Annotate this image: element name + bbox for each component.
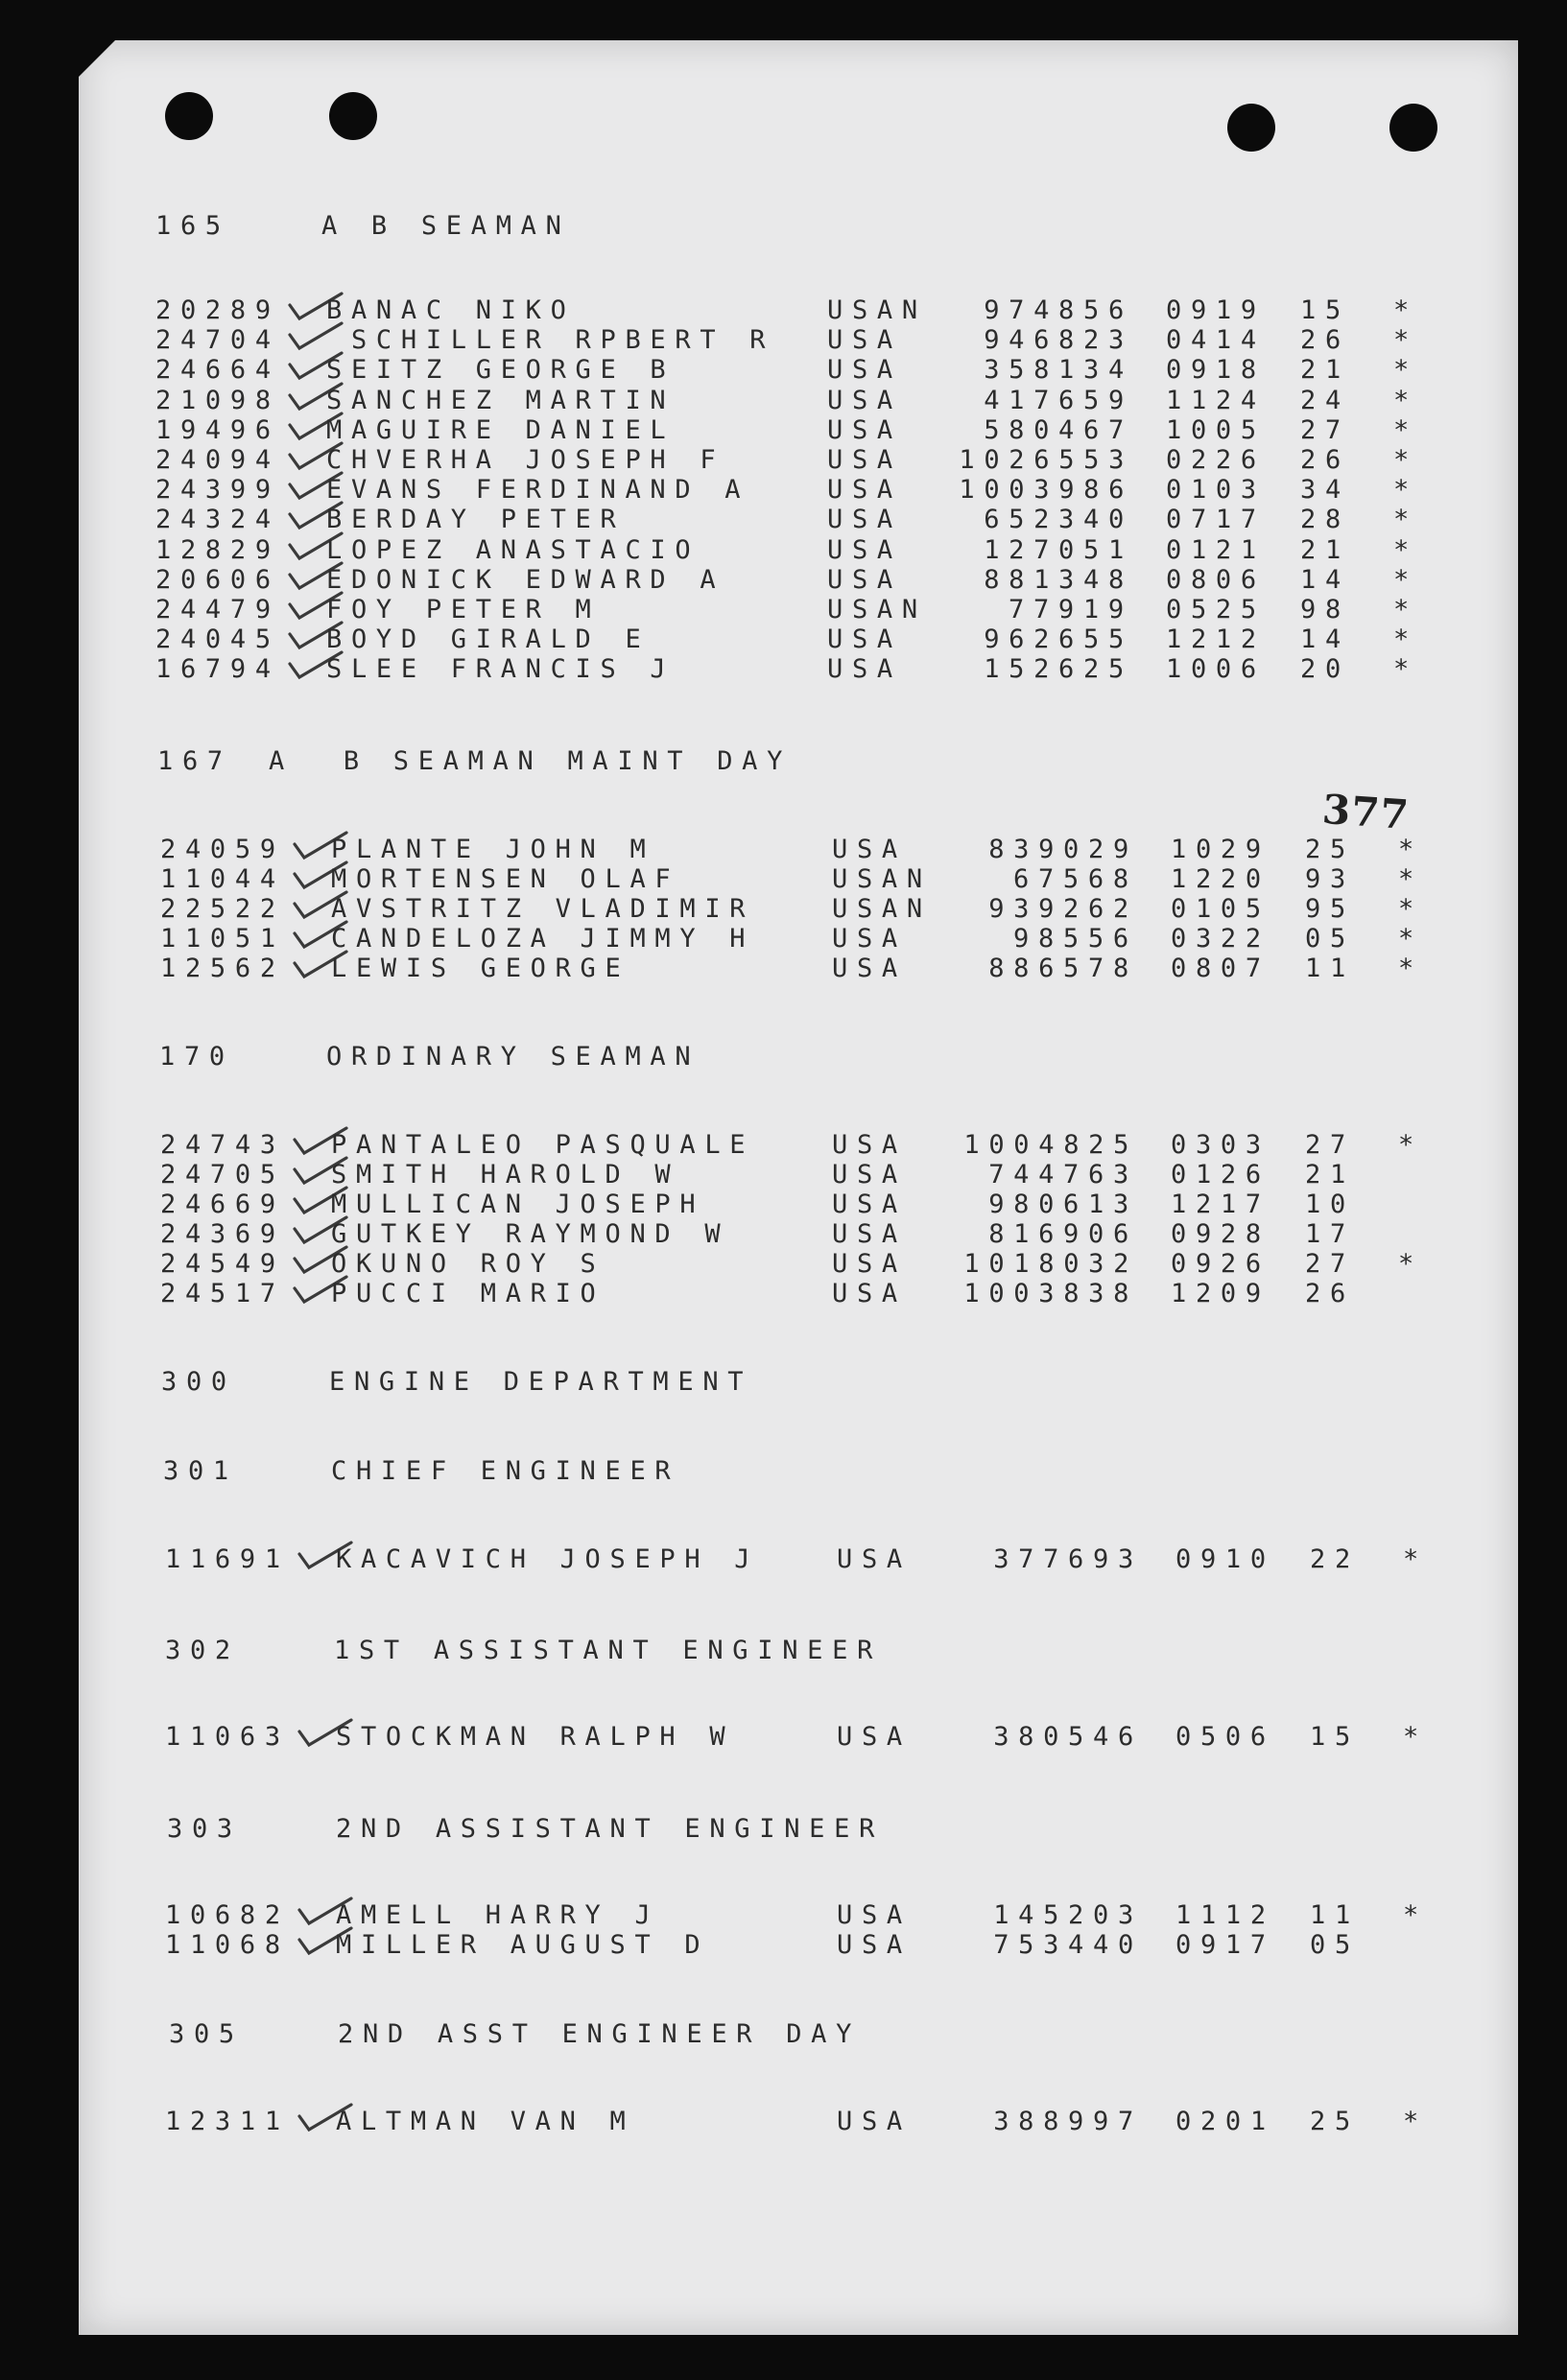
employee-name: FOY PETER M bbox=[326, 595, 601, 624]
value: 05 bbox=[1305, 924, 1355, 954]
document-number: 1018032 bbox=[963, 1249, 1139, 1279]
checkmark-icon bbox=[288, 531, 321, 553]
checkmark-icon bbox=[293, 1156, 325, 1177]
citizenship: USA bbox=[827, 624, 902, 655]
document-number: 77919 bbox=[1009, 595, 1133, 624]
document-number: 1004825 bbox=[963, 1130, 1139, 1160]
document-number: 652340 bbox=[984, 505, 1133, 535]
asterisk-mark: * bbox=[1398, 894, 1423, 924]
checkmark-icon bbox=[297, 2103, 330, 2124]
document-number: 753440 bbox=[993, 1930, 1143, 1960]
value: 11 bbox=[1310, 1900, 1360, 1930]
handwritten-page-number: 377 bbox=[1320, 785, 1412, 839]
asterisk-mark: * bbox=[1393, 475, 1418, 506]
date-code: 1006 bbox=[1166, 654, 1266, 685]
asterisk-mark: * bbox=[1393, 624, 1418, 655]
employee-id: 24324 bbox=[155, 505, 280, 535]
value: 95 bbox=[1305, 894, 1355, 924]
citizenship: USA bbox=[832, 1160, 907, 1190]
citizenship: USA bbox=[827, 534, 902, 565]
citizenship: USAN bbox=[832, 894, 932, 924]
employee-name: LEWIS GEORGE bbox=[331, 954, 630, 983]
punch-hole bbox=[165, 92, 213, 140]
asterisk-mark: * bbox=[1393, 385, 1418, 415]
citizenship: USA bbox=[827, 475, 902, 506]
employee-name: AVSTRITZ VLADIMIR bbox=[331, 894, 755, 924]
citizenship: USA bbox=[832, 1279, 907, 1308]
value: 26 bbox=[1300, 445, 1350, 475]
document-number: 1026553 bbox=[959, 445, 1134, 475]
date-code: 0806 bbox=[1166, 564, 1266, 595]
employee-id: 22522 bbox=[160, 894, 285, 924]
employee-id: 24059 bbox=[160, 835, 285, 864]
date-code: 1029 bbox=[1171, 835, 1270, 864]
checkmark-icon bbox=[293, 1275, 325, 1296]
document-number: 377693 bbox=[993, 1544, 1143, 1574]
value: 27 bbox=[1300, 414, 1350, 445]
checkmark-icon bbox=[297, 1718, 330, 1739]
citizenship: USA bbox=[827, 505, 902, 535]
employee-id: 24704 bbox=[155, 325, 280, 356]
date-code: 0919 bbox=[1166, 295, 1266, 325]
employee-name: LOPEZ ANASTACIO bbox=[326, 534, 700, 565]
document-number: 417659 bbox=[984, 385, 1133, 415]
employee-name: EDONICK EDWARD A bbox=[326, 564, 725, 595]
citizenship: USA bbox=[837, 2107, 912, 2136]
employee-name: SEITZ GEORGE B bbox=[326, 355, 676, 386]
value: 34 bbox=[1300, 475, 1350, 506]
citizenship: USA bbox=[827, 325, 902, 356]
document-number: 1003838 bbox=[963, 1279, 1139, 1308]
value: 26 bbox=[1305, 1279, 1355, 1308]
citizenship: USA bbox=[837, 1722, 912, 1752]
document-number: 881348 bbox=[984, 564, 1133, 595]
asterisk-mark: * bbox=[1398, 864, 1423, 894]
date-code: 0121 bbox=[1166, 534, 1266, 565]
value: 14 bbox=[1300, 624, 1350, 655]
employee-id: 12829 bbox=[155, 534, 280, 565]
checkmark-icon bbox=[288, 412, 321, 433]
section-code: 170 bbox=[159, 1042, 234, 1072]
date-code: 1112 bbox=[1175, 1900, 1275, 1930]
date-code: 1220 bbox=[1171, 864, 1270, 894]
value: 25 bbox=[1310, 2107, 1360, 2136]
checkmark-icon bbox=[288, 351, 321, 372]
employee-id: 24705 bbox=[160, 1160, 285, 1190]
employee-name: SANCHEZ MARTIN bbox=[326, 385, 676, 415]
document-number: 980613 bbox=[988, 1190, 1138, 1219]
value: 93 bbox=[1305, 864, 1355, 894]
date-code: 0918 bbox=[1166, 355, 1266, 386]
section-code: 302 bbox=[165, 1636, 240, 1665]
employee-id: 11691 bbox=[165, 1544, 290, 1574]
value: 21 bbox=[1300, 534, 1350, 565]
date-code: 0414 bbox=[1166, 325, 1266, 356]
employee-name: PANTALEO PASQUALE bbox=[331, 1130, 755, 1160]
date-code: 0910 bbox=[1175, 1544, 1275, 1574]
asterisk-mark: * bbox=[1393, 595, 1418, 624]
asterisk-mark: * bbox=[1398, 1249, 1423, 1279]
citizenship: USA bbox=[832, 954, 907, 983]
employee-name: CHVERHA JOSEPH F bbox=[326, 445, 725, 475]
section-title: 1ST ASSISTANT ENGINEER bbox=[334, 1636, 883, 1665]
citizenship: USA bbox=[832, 924, 907, 954]
asterisk-mark: * bbox=[1403, 1544, 1428, 1574]
value: 15 bbox=[1300, 295, 1350, 325]
section-title: 2ND ASSISTANT ENGINEER bbox=[336, 1814, 885, 1844]
employee-name: ALTMAN VAN M bbox=[336, 2107, 635, 2136]
citizenship: USA bbox=[832, 1219, 907, 1249]
date-code: 0201 bbox=[1175, 2107, 1275, 2136]
citizenship: USA bbox=[832, 1190, 907, 1219]
checkmark-icon bbox=[293, 1245, 325, 1266]
punch-hole bbox=[1389, 104, 1437, 152]
date-code: 1209 bbox=[1171, 1279, 1270, 1308]
employee-id: 19496 bbox=[155, 414, 280, 445]
document-number: 380546 bbox=[993, 1722, 1143, 1752]
document-number: 816906 bbox=[988, 1219, 1138, 1249]
checkmark-icon bbox=[293, 920, 325, 941]
checkmark-icon bbox=[288, 441, 321, 462]
section-title: ORDINARY SEAMAN bbox=[326, 1042, 700, 1072]
employee-name: AMELL HARRY J bbox=[336, 1900, 660, 1930]
citizenship: USA bbox=[832, 1249, 907, 1279]
employee-id: 21098 bbox=[155, 385, 280, 415]
value: 27 bbox=[1305, 1249, 1355, 1279]
employee-id: 24669 bbox=[160, 1190, 285, 1219]
citizenship: USA bbox=[832, 1130, 907, 1160]
document-number: 1003986 bbox=[959, 475, 1134, 506]
employee-name: MILLER AUGUST D bbox=[336, 1930, 710, 1960]
date-code: 0105 bbox=[1171, 894, 1270, 924]
employee-name: SCHILLER RPBERT R bbox=[326, 325, 775, 356]
employee-id: 10682 bbox=[165, 1900, 290, 1930]
date-code: 0322 bbox=[1171, 924, 1270, 954]
section-code: 167 bbox=[157, 746, 232, 776]
value: 10 bbox=[1305, 1190, 1355, 1219]
value: 05 bbox=[1310, 1930, 1360, 1960]
punch-hole bbox=[1227, 104, 1275, 152]
employee-name: GUTKEY RAYMOND W bbox=[331, 1219, 730, 1249]
section-title: A B SEAMAN bbox=[321, 211, 571, 241]
value: 15 bbox=[1310, 1722, 1360, 1752]
value: 26 bbox=[1300, 325, 1350, 356]
checkmark-icon bbox=[288, 561, 321, 582]
checkmark-icon bbox=[297, 1897, 330, 1918]
employee-name: EVANS FERDINAND A bbox=[326, 475, 750, 506]
employee-id: 24517 bbox=[160, 1279, 285, 1308]
employee-id: 16794 bbox=[155, 654, 280, 685]
employee-name: OKUNO ROY S bbox=[331, 1249, 605, 1279]
asterisk-mark: * bbox=[1393, 325, 1418, 356]
employee-name: MULLICAN JOSEPH bbox=[331, 1190, 705, 1219]
asterisk-mark: * bbox=[1393, 355, 1418, 386]
employee-id: 11044 bbox=[160, 864, 285, 894]
employee-id: 20289 bbox=[155, 295, 280, 325]
citizenship: USA bbox=[827, 385, 902, 415]
employee-id: 24369 bbox=[160, 1219, 285, 1249]
document-number: 152625 bbox=[984, 654, 1133, 685]
employee-id: 24743 bbox=[160, 1130, 285, 1160]
section-title: ENGINE DEPARTMENT bbox=[329, 1367, 753, 1397]
employee-name: STOCKMAN RALPH W bbox=[336, 1722, 735, 1752]
employee-id: 24045 bbox=[155, 624, 280, 655]
section-title: A B SEAMAN MAINT DAY bbox=[269, 746, 793, 776]
section-code: 165 bbox=[155, 211, 230, 241]
document-number: 946823 bbox=[984, 325, 1133, 356]
asterisk-mark: * bbox=[1403, 2107, 1428, 2136]
date-code: 0103 bbox=[1166, 475, 1266, 506]
folded-corner bbox=[79, 40, 115, 77]
citizenship: USA bbox=[837, 1544, 912, 1574]
section-code: 300 bbox=[161, 1367, 236, 1397]
citizenship: USA bbox=[827, 414, 902, 445]
value: 17 bbox=[1305, 1219, 1355, 1249]
checkmark-icon bbox=[288, 382, 321, 403]
checkmark-icon bbox=[293, 1186, 325, 1207]
value: 21 bbox=[1300, 355, 1350, 386]
asterisk-mark: * bbox=[1393, 654, 1418, 685]
citizenship: USA bbox=[837, 1900, 912, 1930]
asterisk-mark: * bbox=[1398, 835, 1423, 864]
value: 98 bbox=[1300, 595, 1350, 624]
asterisk-mark: * bbox=[1398, 924, 1423, 954]
value: 14 bbox=[1300, 564, 1350, 595]
employee-name: KACAVICH JOSEPH J bbox=[336, 1544, 760, 1574]
date-code: 0807 bbox=[1171, 954, 1270, 983]
document-number: 974856 bbox=[984, 295, 1133, 325]
asterisk-mark: * bbox=[1393, 445, 1418, 475]
citizenship: USA bbox=[827, 654, 902, 685]
employee-id: 24664 bbox=[155, 355, 280, 386]
date-code: 1124 bbox=[1166, 385, 1266, 415]
employee-id: 12562 bbox=[160, 954, 285, 983]
checkmark-icon bbox=[288, 501, 321, 522]
date-code: 0506 bbox=[1175, 1722, 1275, 1752]
document-number: 962655 bbox=[984, 624, 1133, 655]
punch-hole bbox=[329, 92, 377, 140]
date-code: 0126 bbox=[1171, 1160, 1270, 1190]
date-code: 0717 bbox=[1166, 505, 1266, 535]
employee-id: 24399 bbox=[155, 475, 280, 506]
asterisk-mark: * bbox=[1403, 1900, 1428, 1930]
asterisk-mark: * bbox=[1398, 1130, 1423, 1160]
document-number: 580467 bbox=[984, 414, 1133, 445]
employee-id: 24479 bbox=[155, 595, 280, 624]
employee-name: CANDELOZA JIMMY H bbox=[331, 924, 755, 954]
checkmark-icon bbox=[288, 621, 321, 642]
asterisk-mark: * bbox=[1398, 954, 1423, 983]
document-number: 839029 bbox=[988, 835, 1138, 864]
employee-id: 11063 bbox=[165, 1722, 290, 1752]
section-title: CHIEF ENGINEER bbox=[331, 1456, 680, 1486]
date-code: 0928 bbox=[1171, 1219, 1270, 1249]
document-number: 98556 bbox=[1013, 924, 1138, 954]
citizenship: USA bbox=[827, 355, 902, 386]
value: 27 bbox=[1305, 1130, 1355, 1160]
value: 21 bbox=[1305, 1160, 1355, 1190]
value: 20 bbox=[1300, 654, 1350, 685]
checkmark-icon bbox=[297, 1541, 330, 1562]
employee-name: SMITH HAROLD W bbox=[331, 1160, 680, 1190]
document-number: 145203 bbox=[993, 1900, 1143, 1930]
employee-id: 12311 bbox=[165, 2107, 290, 2136]
citizenship: USA bbox=[827, 564, 902, 595]
checkmark-icon bbox=[293, 950, 325, 971]
employee-id: 24094 bbox=[155, 445, 280, 475]
asterisk-mark: * bbox=[1393, 414, 1418, 445]
date-code: 0926 bbox=[1171, 1249, 1270, 1279]
employee-name: MORTENSEN OLAF bbox=[331, 864, 680, 894]
checkmark-icon bbox=[293, 860, 325, 882]
citizenship: USA bbox=[832, 835, 907, 864]
value: 28 bbox=[1300, 505, 1350, 535]
employee-name: BERDAY PETER bbox=[326, 505, 626, 535]
value: 24 bbox=[1300, 385, 1350, 415]
checkmark-icon bbox=[288, 292, 321, 313]
section-code: 301 bbox=[163, 1456, 238, 1486]
employee-name: BOYD GIRALD E bbox=[326, 624, 651, 655]
checkmark-icon bbox=[288, 650, 321, 672]
date-code: 0525 bbox=[1166, 595, 1266, 624]
date-code: 1217 bbox=[1171, 1190, 1270, 1219]
employee-name: SLEE FRANCIS J bbox=[326, 654, 676, 685]
document-number: 67568 bbox=[1013, 864, 1138, 894]
employee-name: PUCCI MARIO bbox=[331, 1279, 605, 1308]
employee-name: MAGUIRE DANIEL bbox=[326, 414, 676, 445]
checkmark-icon bbox=[288, 591, 321, 612]
checkmark-icon bbox=[288, 321, 321, 342]
checkmark-icon bbox=[288, 471, 321, 492]
employee-id: 11068 bbox=[165, 1930, 290, 1960]
date-code: 1212 bbox=[1166, 624, 1266, 655]
checkmark-icon bbox=[297, 1926, 330, 1947]
checkmark-icon bbox=[293, 1126, 325, 1147]
document-number: 939262 bbox=[988, 894, 1138, 924]
date-code: 0226 bbox=[1166, 445, 1266, 475]
value: 22 bbox=[1310, 1544, 1360, 1574]
employee-name: PLANTE JOHN M bbox=[331, 835, 655, 864]
checkmark-icon bbox=[293, 831, 325, 852]
document-number: 388997 bbox=[993, 2107, 1143, 2136]
document-number: 886578 bbox=[988, 954, 1138, 983]
citizenship: USAN bbox=[827, 295, 927, 325]
section-title: 2ND ASST ENGINEER DAY bbox=[338, 2019, 862, 2049]
asterisk-mark: * bbox=[1393, 534, 1418, 565]
document-number: 744763 bbox=[988, 1160, 1138, 1190]
value: 11 bbox=[1305, 954, 1355, 983]
citizenship: USAN bbox=[827, 595, 927, 624]
employee-id: 20606 bbox=[155, 564, 280, 595]
date-code: 0303 bbox=[1171, 1130, 1270, 1160]
document-number: 127051 bbox=[984, 534, 1133, 565]
employee-id: 24549 bbox=[160, 1249, 285, 1279]
value: 25 bbox=[1305, 835, 1355, 864]
citizenship: USA bbox=[837, 1930, 912, 1960]
asterisk-mark: * bbox=[1393, 295, 1418, 325]
date-code: 0917 bbox=[1175, 1930, 1275, 1960]
document-number: 358134 bbox=[984, 355, 1133, 386]
asterisk-mark: * bbox=[1393, 505, 1418, 535]
asterisk-mark: * bbox=[1393, 564, 1418, 595]
checkmark-icon bbox=[293, 890, 325, 911]
citizenship: USAN bbox=[832, 864, 932, 894]
employee-name: BANAC NIKO bbox=[326, 295, 576, 325]
date-code: 1005 bbox=[1166, 414, 1266, 445]
section-code: 303 bbox=[167, 1814, 242, 1844]
employee-id: 11051 bbox=[160, 924, 285, 954]
section-code: 305 bbox=[169, 2019, 244, 2049]
checkmark-icon bbox=[293, 1215, 325, 1237]
citizenship: USA bbox=[827, 445, 902, 475]
asterisk-mark: * bbox=[1403, 1722, 1428, 1752]
